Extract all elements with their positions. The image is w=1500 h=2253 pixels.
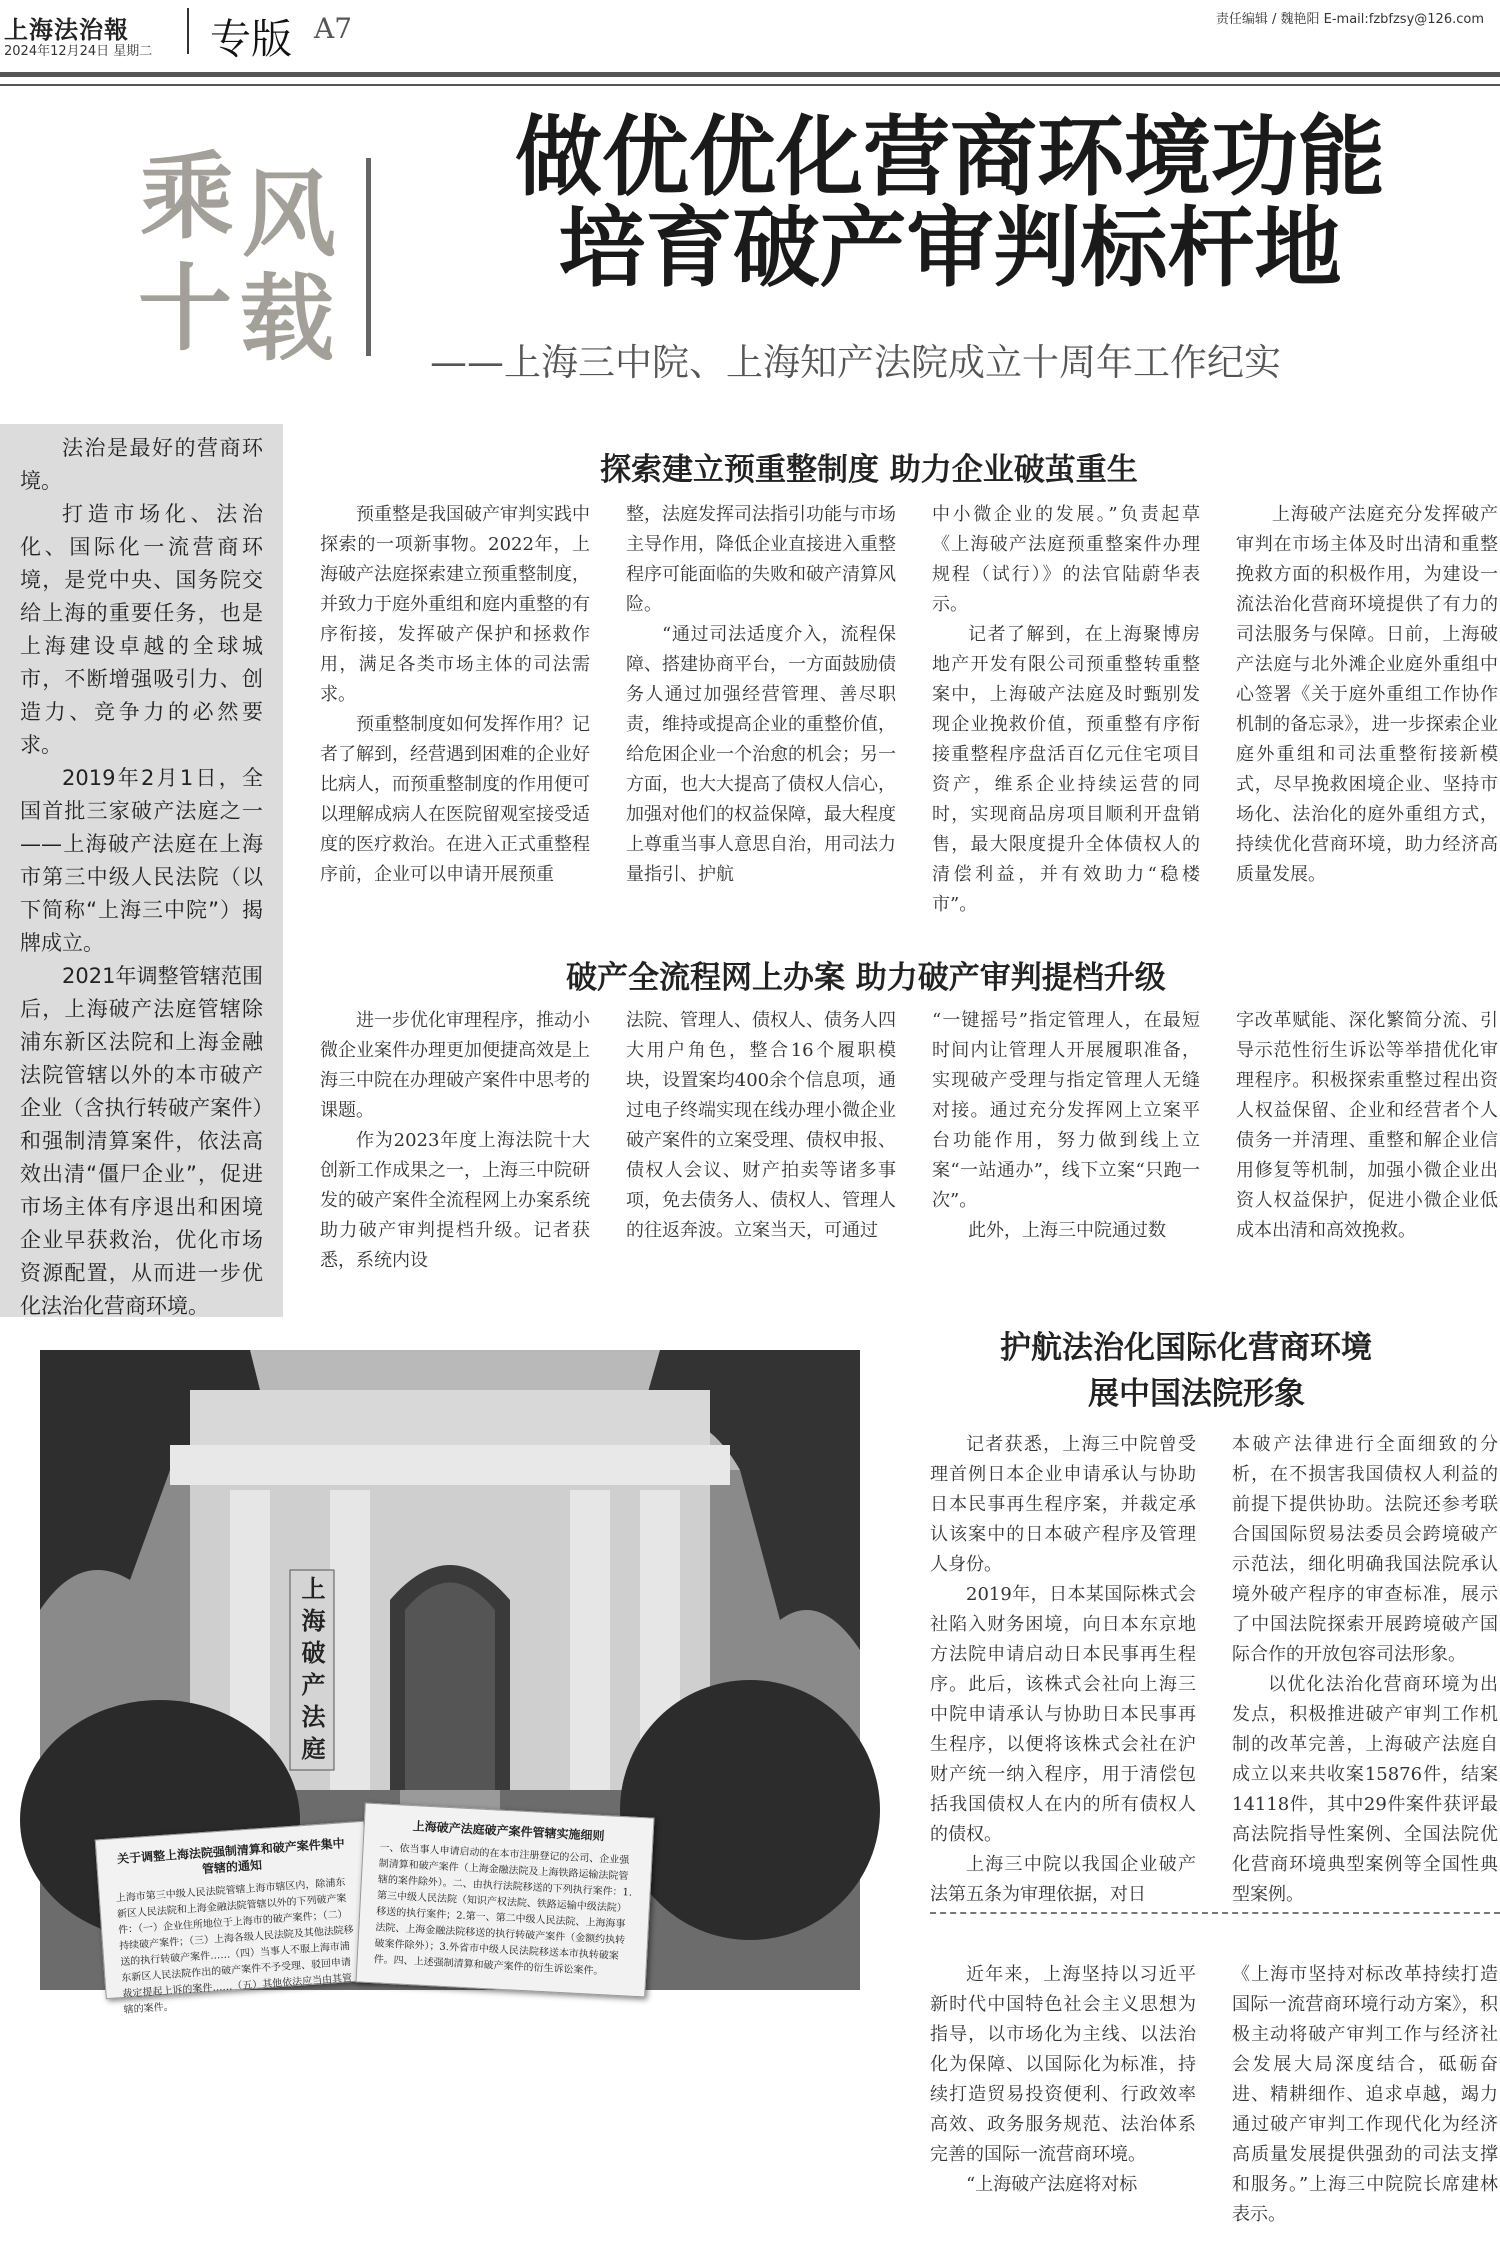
brand-char-1: 乘 [140, 142, 235, 252]
headline-line-2: 培育破产审判标杆地 [558, 197, 1342, 300]
article-paragraph: “上海破产法庭将对标 [966, 2174, 1138, 2195]
notice-document-2 [355, 1803, 654, 1998]
intro-paragraph: 法治是最好的营商环境。 [20, 436, 263, 493]
notice-document-1 [95, 1821, 376, 2016]
article-column [626, 500, 896, 900]
article-paragraph: 2019年，日本某国际株式会社陷入财务困境，向日本东京地方法院申请启动日本民事再生程序。此后，该株式会社向上海三中院申请承认与协助日本民事再生程序，以便将该株式会社在沪财产统一纳入程序，用于清偿包括我国债权人在内的所有债权人的债权。 [930, 1584, 1196, 1845]
section-label: 专版 [210, 15, 292, 63]
newspaper-masthead: 上海法治報 [4, 15, 129, 44]
section-heading-international-line2: 展中国法院形象 [1088, 1376, 1305, 1412]
article-paragraph: 以优化法治化营商环境为出发点，积极推进破产审判工作机制的改革完善，上海破产法庭自成立以来共收案15876件，结案14118件，其中29件案件获评最高法院指导性案例、全国法院优化营商环境典型案例等全国性典型案例。 [1232, 1674, 1498, 1905]
article-paragraph: 《上海市坚持对标改革持续打造国际一流营商环境行动方案》，积极主动将破产审判工作与经济社会发展大局深度结合，砥砺奋进、精耕细作、追求卓越，竭力通过破产审判工作现代化为经济高质量发展提供强劲的司法支撑和服务。”上海三中院院长席建林表示。 [1232, 1964, 1498, 2225]
issue-date: 2024年12月24日 星期二 [4, 44, 153, 59]
article-column [932, 500, 1200, 915]
article-paragraph: 上海破产法庭充分发挥破产审判在市场主体及时出清和重整挽救方面的积极作用，为建设一流法治化营商环境提供了有力的司法服务与保障。日前，上海破产法庭与北外滩企业庭外重组中心签署《关于庭外重组工作协作机制的备忘录》，进一步探索企业庭外重组和司法重整衔接新模式，尽早挽救困境企业、坚持市场化、法治化的庭外重组方式，持续优化营商环境，助力经济高质量发展。 [1236, 504, 1498, 885]
court-nameplate: 上海破产法庭 [297, 1576, 326, 1768]
article-paragraph: 整，法庭发挥司法指引功能与市场主导作用，降低企业直接进入重整程序可能面临的失败和破产清算风险。 [626, 504, 896, 615]
intro-paragraph: 2021年调整管辖范围后，上海破产法庭管辖除浦东新区法院和上海金融法院管辖以外的本市破产企业（含执行转破产案件）和强制清算案件，依法高效出清“僵尸企业”，促进市场主体有序退出和困境企业早获救治，优化市场资源配置，从而进一步优化法治化营商环境。 [20, 964, 263, 1318]
court-building-photo [40, 1350, 860, 2016]
main-headline [410, 106, 1490, 300]
article-paragraph: 上海三中院以我国企业破产法第五条为审理依据，对日 [930, 1854, 1196, 1905]
article-column [932, 1006, 1200, 1276]
article-paragraph: 记者获悉，上海三中院曾受理首例日本企业申请承认与协助日本民事再生程序案，并裁定承认该案中的日本破产程序及管理人身份。 [930, 1434, 1196, 1575]
document-body: 上海市第三中级人民法院管辖上海市辖区内，除浦东新区人民法院和上海金融法院管辖以外的下列破产案件：（一）企业住所地位于上海市的破产案件；（二）持续破产案件；（三）上海各级人民法院及其他法院移送的执行转破产案件……（四）当事人不服上海市浦东新区人民法院作出的破产案件不予受理、驳回申请裁定提起上诉的案件……（五）其他依法应当由其管辖的案件。 [115, 1877, 355, 2016]
article-column [930, 1960, 1196, 2250]
article-paragraph: “一键摇号”指定管理人，在最短时间内让管理人开展履职准备，实现破产受理与指定管理人无缝对接。通过充分发挥网上立案平台功能作用，努力做到线上立案“一站通办”，线下立案“只跑一次”。 [932, 1010, 1200, 1211]
article-column [626, 1006, 896, 1276]
brand-char-2: 风 [242, 160, 337, 270]
document-body: 一、依当事人申请启动的在本市注册登记的公司、企业强制清算和破产案件（上海金融法院及上海铁路运输法院管辖的案件除外）。二、由执行法院移送的下列执行案件：1.第三中级人民法院（知识产权法院、铁路运输中级法院）移送的执行案件；2.第一、第二中级人民法院、上海海事法院、上海金融法院移送的执行转破产案件（金额约执转破案件除外）；3.外省市中级人民法院移送本市执转破案件。四、上述强制清算和破产案件的衍生诉讼案件。 [373, 1842, 633, 1978]
article-paragraph: 中小微企业的发展。”负责起草《上海破产法庭预重整案件办理规程（试行）》的法官陆蔚华表示。 [932, 504, 1200, 615]
article-paragraph: 本破产法律进行全面细致的分析，在不损害我国债权人利益的前提下提供协助。法院还参考联合国国际贸易法委员会跨境破产示范法，细化明确我国法院承认境外破产程序的审查标准，展示了中国法院探索开展跨境破产国际合作的开放包容司法形象。 [1232, 1434, 1498, 1665]
page-number: A7 [314, 12, 353, 45]
intro-paragraph: 打造市场化、法治化、国际化一流营商环境，是党中央、国务院交给上海的重要任务，也是上海建设卓越的全球城市，不断增强吸引力、创造力、竞争力的必然要求。 [20, 502, 263, 757]
article-paragraph: 法院、管理人、债权人、债务人四大用户角色，整合16个履职模块，设置案均400余个信息项，通过电子终端实现在线办理小微企业破产案件的立案受理、债权申报、债权人会议、财产拍卖等诸多事项，免去债务人、债权人、管理人的往返奔波。立案当天，可通过 [626, 1010, 896, 1241]
header-rule-thick [0, 72, 1500, 77]
article-paragraph: 此外，上海三中院通过数 [968, 1220, 1166, 1241]
intro-sidebar [20, 432, 263, 1323]
document-title: 关于调整上海法院强制清算和破产案件集中管辖的通知 [116, 1836, 346, 1877]
article-column [930, 1430, 1196, 1905]
article-paragraph: 近年来，上海坚持以习近平新时代中国特色社会主义思想为指导，以市场化为主线、以法治化为保障、以国际化为标准，持续打造贸易投资便利、行政效率高效、政务服务规范、法治体系完善的国际一流营商环境。 [930, 1964, 1196, 2165]
article-paragraph: 字改革赋能、深化繁简分流、引导示范性衍生诉讼等举措优化审理程序。积极探索重整过程出资人权益保留、企业和经营者个人债务一并清理、重整和解企业信用修复等机制，加强小微企业出资人权益保护，促进小微企业低成本出清和高效挽救。 [1236, 1010, 1498, 1241]
section-heading-international-line1: 护航法治化国际化营商环境 [1000, 1330, 1372, 1366]
article-column [320, 500, 590, 900]
editor-credit: 责任编辑 / 魏艳阳 E-mail:fzbfzsy@126.com [1215, 12, 1484, 27]
intro-paragraph: 2019年2月1日，全国首批三家破产法庭之一——上海破产法庭在上海市第三中级人民法院（以下简称“上海三中院”）揭牌成立。 [20, 766, 263, 955]
article-column [320, 1006, 590, 1276]
article-paragraph: 预重整是我国破产审判实践中探索的一项新事物。2022年，上海破产法庭探索建立预重整制度，并致力于庭外重组和庭内重整的有序衔接，发挥破产保护和拯救作用，满足各类市场主体的司法需求。 [320, 504, 590, 705]
headline-subtitle: ——上海三中院、上海知产法院成立十周年工作纪实 [430, 341, 1281, 384]
headline-line-1: 做优优化营商环境功能 [515, 106, 1385, 208]
article-paragraph: “通过司法适度介入，流程保障、搭建协商平台，一方面鼓励债务人通过加强经营管理、善尽职责，维持或提高企业的重整价值，给危困企业一个治愈的机会；另一方面，也大大提高了债权人信心，加强对他们的权益保障，最大程度上尊重当事人意思自治，用司法力量指引、护航 [626, 624, 896, 885]
article-paragraph: 记者了解到，在上海聚博房地产开发有限公司预重整转重整案中，上海破产法庭及时甄别发现企业挽救价值，预重整有序衔接重整程序盘活百亿元住宅项目资产，维系企业持续运营的同时，实现商品房项目顺利开盘销售，最大限度提升全体债权人的清偿利益，并有效助力“稳楼市”。 [932, 624, 1200, 915]
brand-char-4: 载 [240, 264, 335, 374]
article-column [1232, 1960, 1498, 2250]
header-rule-thin [0, 84, 1500, 86]
section-heading-pre-reorganization: 探索建立预重整制度 助力企业破茧重生 [600, 452, 1138, 488]
article-paragraph: 作为2023年度上海法院十大创新工作成果之一，上海三中院研发的破产案件全流程网上办案系统助力破产审判提档升级。记者获悉，系统内设 [320, 1130, 590, 1271]
document-title: 上海破产法庭破产案件管辖实施细则 [412, 1819, 605, 1844]
brand-char-3: 十 [138, 254, 233, 364]
title-vertical-bar [366, 158, 371, 356]
article-paragraph: 进一步优化审理程序，推动小微企业案件办理更加便捷高效是上海三中院在办理破产案件中思考的课题。 [320, 1010, 590, 1121]
article-paragraph: 预重整制度如何发挥作用？记者了解到，经营遇到困难的企业好比病人，而预重整制度的作用便可以理解成病人在医院留观室接受适度的医疗救治。在进入正式重整程序前，企业可以申请开展预重 [320, 714, 590, 885]
article-column [1236, 500, 1498, 900]
article-column [1236, 1006, 1498, 1276]
article-column [1232, 1430, 1498, 1905]
header-divider [187, 8, 189, 54]
section-heading-online-case-handling: 破产全流程网上办案 助力破产审判提档升级 [566, 960, 1166, 996]
section-divider [930, 1912, 1500, 1914]
